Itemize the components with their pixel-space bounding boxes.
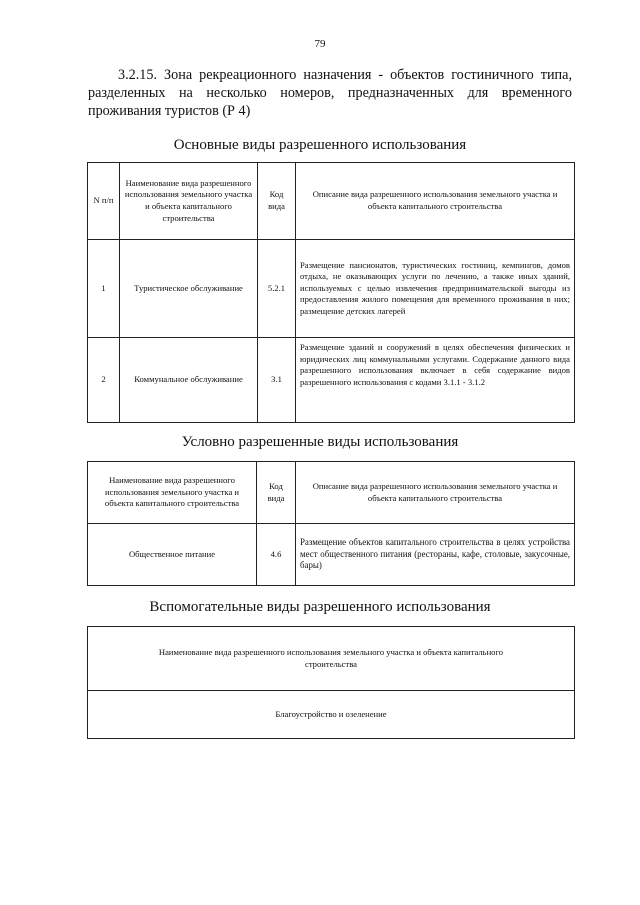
- zone-intro-paragraph: 3.2.15. Зона рекреационного назначения - объектов гостиничного типа, разделенных на несколько номеров, предназначенных для временного проживания туристов (Р 4): [88, 67, 572, 119]
- page-number: 79: [314, 38, 326, 50]
- header-num: N п/п: [88, 163, 120, 240]
- header-description: Описание вида разрешенного использования земельного участка и объекта капитального строительства: [296, 462, 575, 524]
- row-num: 2: [88, 338, 120, 423]
- header-name: Наименование вида разрешенного использования земельного участка и объекта капитального строительства: [88, 462, 257, 524]
- auxiliary-uses-title: Вспомогательные виды разрешенного использования: [149, 599, 491, 615]
- table-row: [88, 524, 575, 586]
- table-row: [88, 691, 575, 739]
- row-code: 5.2.1: [258, 240, 296, 338]
- table-row: [88, 240, 575, 338]
- conditional-uses-title: Условно разрешенные виды использования: [181, 434, 459, 450]
- main-uses-table: [87, 162, 575, 423]
- header-description: Описание вида разрешенного использования земельного участка и объекта капитального строительства: [296, 163, 575, 240]
- table-header-row: [88, 627, 575, 691]
- row-name: Благоустройство и озеленение: [88, 691, 575, 739]
- row-num: 1: [88, 240, 120, 338]
- row-description: Размещение зданий и сооружений в целях обеспечения физических и юридических лиц коммунальными услугами. Содержание данного вида разрешенного использования включает в себя содержание видов разрешенного использования с кодами 3.1.1 - 3.1.2: [296, 338, 575, 423]
- row-name: Коммунальное обслуживание: [120, 338, 258, 423]
- table-header-row: [88, 163, 575, 240]
- row-name: Туристическое обслуживание: [120, 240, 258, 338]
- header-name: Наименование вида разрешенного использования земельного участка и объекта капитального строительства: [88, 627, 575, 691]
- auxiliary-uses-table: [87, 626, 575, 739]
- row-description: Размещение пансионатов, туристических гостиниц, кемпингов, домов отдыха, не оказывающих услуги по лечению, а также иных зданий, используемых с целью извлечения предпринимательской выгоды из предоставления жилого помещения для временного проживания в них; размещение детских лагерей: [296, 240, 575, 338]
- header-name: Наименование вида разрешенного использования земельного участка и объекта капитального строительства: [120, 163, 258, 240]
- row-code: 3.1: [258, 338, 296, 423]
- row-description: Размещение объектов капитального строительства в целях устройства мест общественного питания (рестораны, кафе, столовые, закусочные, бары): [296, 524, 575, 586]
- row-code: 4.6: [257, 524, 296, 586]
- row-name: Общественное питание: [88, 524, 257, 586]
- conditional-uses-table: [87, 461, 575, 586]
- table-header-row: [88, 462, 575, 524]
- table-row: [88, 338, 575, 423]
- main-uses-title: Основные виды разрешенного использования: [173, 137, 467, 153]
- header-code: Код вида: [258, 163, 296, 240]
- header-code: Код вида: [257, 462, 296, 524]
